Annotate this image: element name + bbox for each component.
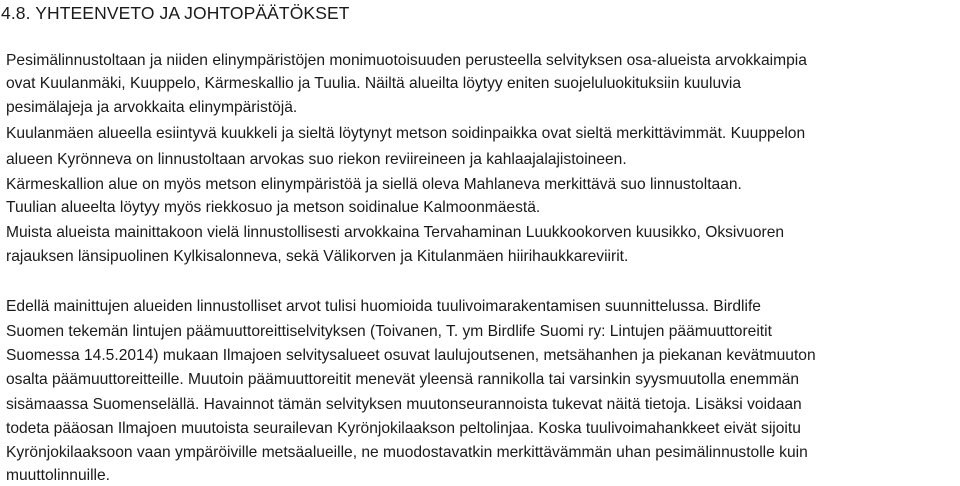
paragraph-1-line-6: Kärmeskallion alue on myös metson elinympäristöä ja siellä oleva Mahlaneva merkittävä suo linnustoltaan. xyxy=(6,176,742,193)
paragraph-1-line-2: ovat Kuulanmäki, Kuuppelo, Kärmeskallio ja Tuulia. Näiltä alueilta löytyy eniten suojeluluokituksiin kuuluvia xyxy=(6,75,742,92)
paragraph-1-line-4: Kuulanmäen alueella esiintyvä kuukkeli ja sieltä löytynyt metson soidinpaikka ovat sieltä merkittävimmät. Kuuppelon xyxy=(6,125,806,142)
paragraph-2-line-4: osalta päämuuttoreitteille. Muutoin päämuuttoreitit menevät yleensä rannikolla tai varsinkin syysmuutolla enemmän xyxy=(6,371,800,388)
paragraph-2-line-3: Suomessa 14.5.2014) mukaan Ilmajoen selvitysalueet osuvat laulujoutsenen, metsähanhen ja piekanan kevätmuuton xyxy=(6,347,816,364)
paragraph-2-line-7: Kyrönjokilaaksoon vaan ympäröiville metsäalueille, ne muodostavatkin merkittävämmän uhan pesimälinnustolle kuin xyxy=(6,444,808,461)
paragraph-2-line-6: todeta pääosan Ilmajoen muutoista seurailevan Kyrönjokilaakson peltolinjaa. Koska tuulivoimahankkeet eivät sijoitu xyxy=(6,420,801,437)
section-heading: 4.8. YHTEENVETO JA JOHTOPÄÄTÖKSET xyxy=(1,3,350,23)
paragraph-1-line-8: Muista alueista mainittakoon vielä linnustollisesti arvokkaina Tervahaminan Luukkookorven kuusikko, Oksivuoren xyxy=(6,224,785,241)
paragraph-2-line-1: Edellä mainittujen alueiden linnustolliset arvot tulisi huomioida tuulivoimarakentamisen suunnittelussa. Birdlife xyxy=(6,298,761,315)
paragraph-1-line-9: rajauksen länsipuolinen Kylkisalonneva, sekä Välikorven ja Kitulanmäen hiirihaukkareviirit. xyxy=(6,248,629,265)
paragraph-2-line-8: muuttolinnuille. xyxy=(6,467,111,484)
paragraph-1-line-3: pesimälajeja ja arvokkaita elinympäristöjä. xyxy=(6,99,298,116)
paragraph-1-line-1: Pesimälinnustoltaan ja niiden elinympäristöjen monimuotoisuuden perusteella selvityksen osa-alueista arvokkaimpia xyxy=(6,52,807,69)
paragraph-2-line-2: Suomen tekemän lintujen päämuuttoreittiselvityksen (Toivanen, T. ym Birdlife Suomi ry: Lintujen päämuuttoreitit xyxy=(6,323,772,340)
paragraph-1-line-5: alueen Kyrönneva on linnustoltaan arvokas suo riekon reviireineen ja kahlaajalajistoineen. xyxy=(6,151,627,168)
paragraph-1-line-7: Tuulian alueelta löytyy myös riekkosuo ja metson soidinalue Kalmoonmäestä. xyxy=(6,199,541,216)
paragraph-2-line-5: sisämaassa Suomenselällä. Havainnot tämän selvityksen muutonseurannoista tukevat näitä tietoja. Lisäksi voidaan xyxy=(6,396,802,413)
